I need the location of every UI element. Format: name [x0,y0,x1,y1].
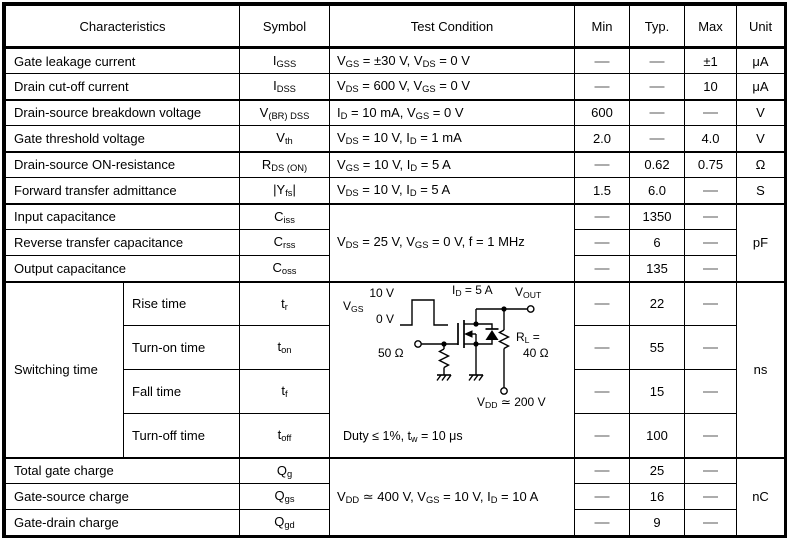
symbol-cell: $C_{oss}$ [240,256,330,282]
row-gate-threshold-voltage [6,126,785,152]
body-diode-triangle [486,330,499,340]
duty-note: Duty ≤ 1%, $t_w = 10$ μs [343,428,463,444]
col-header-typ: Typ. [630,6,685,48]
max-cell: ±1 [685,48,737,74]
min-cell: — [575,152,630,178]
characteristic-cell: Drain-source breakdown voltage [6,100,240,126]
min-cell: — [575,204,630,230]
max-cell: 4.0 [685,126,737,152]
typ-cell: 25 [630,458,685,484]
min-cell: — [575,414,630,458]
charge-condition-cell: $V_{DD}$ ≃ 400 V, $V_{GS} = 10$ V, $I_D = 10$ A [330,458,575,536]
unit-cell: Ω [737,152,785,178]
condition-cell: $V_{DS} = 10$ V, $I_D = 5$ A [330,178,575,204]
characteristic-cell: Drain-source ON-resistance [6,152,240,178]
characteristic-cell: Gate leakage current [6,48,240,74]
pulse-low-label: 0 V [375,311,394,326]
characteristic-cell: Rise time [124,282,240,326]
ground-symbol-gate [437,375,451,381]
symbol-cell: $C_{rss}$ [240,230,330,256]
characteristic-cell: Output capacitance [6,256,240,282]
max-cell: — [685,326,737,370]
characteristic-cell: Gate-drain charge [6,510,240,536]
condition-cell: $V_{GS} = \pm 30$ V, $V_{DS} = 0$ V [330,48,575,74]
max-cell: — [685,484,737,510]
symbol-cell: $C_{iss}$ [240,204,330,230]
characteristic-cell: Gate-source charge [6,484,240,510]
characteristic-cell: Gate threshold voltage [6,126,240,152]
typ-cell: 9 [630,510,685,536]
vdd-label: $V_{DD}$ ≃ 200 V [477,394,546,410]
max-cell: — [685,510,737,536]
max-cell: — [685,256,737,282]
typ-cell: 135 [630,256,685,282]
header-row [6,6,785,48]
load-resistor-label-2: 40 Ω [523,345,549,360]
min-cell: — [575,74,630,100]
output-terminal [528,305,534,311]
input-terminal [415,340,421,346]
mosfet-body-arrow [464,330,473,338]
min-cell: 600 [575,100,630,126]
max-cell: — [685,230,737,256]
min-cell: 2.0 [575,126,630,152]
unit-cell: μA [737,74,785,100]
typ-cell: — [630,126,685,152]
typ-cell: 0.62 [630,152,685,178]
characteristic-cell: Turn-on time [124,326,240,370]
symbol-cell: $Q_{gs}$ [240,484,330,510]
condition-cell: $V_{DS} = 600$ V, $V_{GS} = 0$ V [330,74,575,100]
max-cell: — [685,204,737,230]
row-breakdown-voltage [6,100,785,126]
max-cell: — [685,414,737,458]
max-cell: — [685,178,737,204]
characteristic-cell: Reverse transfer capacitance [6,230,240,256]
unit-cell: S [737,178,785,204]
min-cell: — [575,326,630,370]
min-cell: — [575,256,630,282]
symbol-cell: $|Y_{fs}|$ [240,178,330,204]
typ-cell: — [630,100,685,126]
characteristic-cell: Total gate charge [6,458,240,484]
typ-cell: — [630,48,685,74]
switching-unit-cell: ns [737,282,785,458]
symbol-cell: $R_{DS (ON)}$ [240,152,330,178]
characteristic-cell: Input capacitance [6,204,240,230]
typ-cell: — [630,74,685,100]
col-header-test-condition: Test Condition [330,6,575,48]
capacitance-unit-cell: pF [737,204,785,282]
min-cell: — [575,282,630,326]
characteristic-cell: Turn-off time [124,414,240,458]
symbol-cell: $V_{th}$ [240,126,330,152]
pulse-vgs-label: $V_{GS}$ [343,298,364,314]
row-total-gate-charge [6,458,785,484]
characteristics-table [5,5,785,536]
row-rise-time [6,282,785,326]
switching-group-label-cell: Switching time [6,282,124,458]
symbol-cell: $t_{off}$ [240,414,330,458]
unit-cell: V [737,126,785,152]
typ-cell: 1350 [630,204,685,230]
row-input-capacitance [6,204,785,230]
characteristic-cell: Forward transfer admittance [6,178,240,204]
symbol-cell: $V_{(BR) DSS}$ [240,100,330,126]
max-cell: — [685,100,737,126]
characteristic-cell: Fall time [124,370,240,414]
col-header-symbol: Symbol [240,6,330,48]
pulse-high-label: 10 V [369,285,394,300]
typ-cell: 6.0 [630,178,685,204]
row-transfer-admittance [6,178,785,204]
unit-cell: V [737,100,785,126]
characteristic-cell: Drain cut-off current [6,74,240,100]
condition-cell: $I_D = 10$ mA, $V_{GS} = 0$ V [330,100,575,126]
typ-cell: 55 [630,326,685,370]
load-resistor-label-1: $R_L$ = [516,329,540,345]
min-cell: — [575,48,630,74]
drain-current-label: $I_D = 5$ A [452,282,493,298]
row-drain-cutoff-current [6,74,785,100]
typ-cell: 6 [630,230,685,256]
col-header-characteristics: Characteristics [6,6,240,48]
col-header-unit: Unit [737,6,785,48]
symbol-cell: $t_f$ [240,370,330,414]
charge-unit-cell: nC [737,458,785,536]
condition-cell: $V_{GS} = 10$ V, $I_D = 5$ A [330,152,575,178]
min-cell: — [575,370,630,414]
symbol-cell: $I_{DSS}$ [240,74,330,100]
max-cell: 0.75 [685,152,737,178]
row-gate-leakage-current [6,48,785,74]
min-cell: — [575,484,630,510]
symbol-cell: $t_r$ [240,282,330,326]
min-cell: — [575,458,630,484]
max-cell: 10 [685,74,737,100]
max-cell: — [685,458,737,484]
typ-cell: 22 [630,282,685,326]
symbol-cell: $Q_{gd}$ [240,510,330,536]
min-cell: — [575,510,630,536]
condition-cell: $V_{DS} = 10$ V, $I_D = 1$ mA [330,126,575,152]
max-cell: — [685,370,737,414]
col-header-min: Min [575,6,630,48]
typ-cell: 15 [630,370,685,414]
max-cell: — [685,282,737,326]
unit-cell: μA [737,48,785,74]
datasheet-table-container [2,2,787,538]
capacitance-condition-cell: $V_{DS} = 25$ V, $V_{GS} = 0$ V, f = 1 MHz [330,204,575,282]
ground-symbol-source [469,375,483,381]
symbol-cell: $Q_g$ [240,458,330,484]
min-cell: — [575,230,630,256]
typ-cell: 16 [630,484,685,510]
supply-terminal [501,387,507,393]
symbol-cell: $I_{GSS}$ [240,48,330,74]
pulse-waveform [400,300,448,325]
vout-label: $V_{OUT}$ [515,284,542,300]
col-header-max: Max [685,6,737,48]
switching-condition-cell [330,282,575,458]
min-cell: 1.5 [575,178,630,204]
row-on-resistance [6,152,785,178]
load-resistor [500,330,509,349]
gate-resistor [440,349,449,368]
symbol-cell: $t_{on}$ [240,326,330,370]
series-resistor-label: 50 Ω [378,345,404,360]
switching-test-circuit [330,283,573,457]
typ-cell: 100 [630,414,685,458]
